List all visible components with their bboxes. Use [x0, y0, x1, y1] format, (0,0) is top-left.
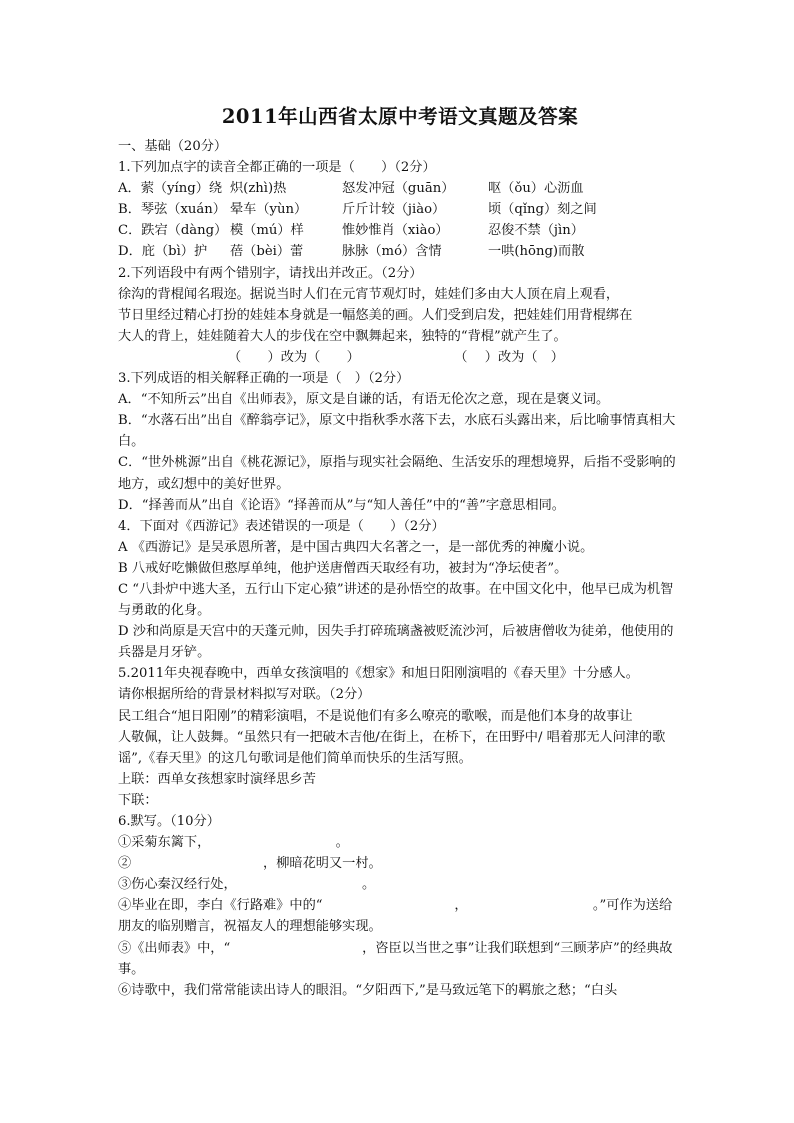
question-5-material: 人敬佩，让人鼓舞。“虽然只有一把破木吉他/在街上，在桥下，在田野中/ 唱着那无人问津的歌谣”,《春天里》的这几句歌词是他们简单而快乐的生活写照。	[118, 729, 666, 766]
question-1-option-d	[118, 241, 682, 262]
question-4-stem: 4．下面对《西游记》表述错误的一项是（ ）（2分）	[118, 518, 445, 534]
question-1-option-b	[118, 199, 682, 220]
answer-blank-2[interactable]: （ ）改为（ ）	[454, 349, 564, 365]
couplet-upper: 上联：西单女孩想家时演绎思乡苦	[118, 771, 316, 787]
option-cell: D．庇（bì）护	[118, 244, 208, 260]
page-title: 2011年山西省太原中考语文真题及答案	[221, 105, 579, 128]
dictation-item-6: ⑥诗歌中，我们常常能读出诗人的眼泪。“夕阳西下,”是马致远笔下的羁旅之愁；“白头	[118, 982, 618, 998]
option-cell: B．琴弦（xuán）	[118, 202, 226, 218]
question-1-option-c	[118, 220, 682, 241]
option-cell: 蓓（bèi）蕾	[230, 244, 304, 260]
question-1-option-a	[118, 178, 682, 199]
option-cell: 一哄(hōng)而散	[488, 244, 585, 260]
option-cell: 呕（ǒu）心沥血	[488, 181, 584, 197]
option-cell: 惟妙惟肖（xiào）	[342, 223, 449, 239]
option-cell: 模（mú）样	[230, 223, 304, 239]
question-2-answer-blanks	[118, 347, 682, 368]
option-cell: 晕车（yùn）	[230, 202, 308, 218]
dictation-item-5[interactable]: ⑤《出师表》中，“ ，咨臣以当世之事”让我们联想到“三顾茅庐”的经典故事。	[118, 940, 673, 977]
question-5-material: 民工组合“旭日阳刚”的精彩演唱，不是说他们有多么嘹亮的歌喉，而是他们本身的故事让	[118, 708, 633, 724]
question-6-stem: 6.默写。（10分）	[118, 814, 220, 829]
question-3-option-b: B．“水落石出”出自《醉翁亭记》，原文中指秋季水落下去，水底石头露出来，后比喻事情真相大白。	[118, 413, 676, 450]
dictation-item-2[interactable]: ② ，柳暗花明又一村。	[118, 856, 382, 872]
question-4-option-a: A 《西游记》是吴承恩所著，是中国古典四大名著之一，是一部优秀的神魔小说。	[118, 539, 594, 555]
option-cell: 炽(zhì)热	[230, 181, 287, 197]
question-3-stem: 3.下列成语的相关解释正确的一项是（ ）（2分）	[118, 371, 410, 387]
question-3-option-d: D．“择善而从”出自《论语》“择善而从”与“知人善任”中的“善”字意思相同。	[118, 497, 565, 513]
option-cell: 脉脉（mó）含情	[342, 244, 442, 260]
question-4-option-b: B 八戒好吃懒做但憨厚单纯，他护送唐僧西天取经有功，被封为“净坛使者”。	[118, 560, 568, 576]
question-2-passage-line: 大人的背上，娃娃随着大人的步伐在空中飘舞起来，独特的“背棍”就产生了。	[118, 328, 567, 344]
question-2-passage-line: 徐沟的背棍闻名瑕迩。据说当时人们在元宵节观灯时，娃娃们多由大人顶在肩上观看，	[118, 286, 620, 302]
question-5-stem: 5.2011年央视春晚中，西单女孩演唱的《想家》和旭日阳刚演唱的《春天里》十分感人。	[118, 666, 639, 682]
question-4-option-c: C “八卦炉中逃大圣，五行山下定心猿”讲述的是孙悟空的故事。在中国文化中，他早已成为机智与勇敢的化身。	[118, 581, 674, 619]
option-cell: 斤斤计较（jiào）	[342, 202, 446, 218]
option-cell: C．跌宕（dàng）	[118, 223, 228, 239]
dictation-item-3[interactable]: ③伤心秦汉经行处， 。	[118, 877, 376, 893]
option-cell: 忍俊不禁（jìn）	[488, 223, 584, 239]
question-3-option-c: C．“世外桃源”出自《桃花源记》，原指与现实社会隔绝、生活安乐的理想境界，后指不受影响的地方，或幻想中的美好世界。	[118, 455, 676, 492]
question-4-option-d: D 沙和尚原是天宫中的天蓬元帅，因失手打碎琉璃盏被贬流沙河，后被唐僧收为徒弟，他使用的兵器是月牙铲。	[118, 624, 674, 661]
option-cell: 怒发冲冠（guān）	[342, 181, 455, 197]
section-heading: 一、基础（20分）	[118, 139, 228, 154]
question-3-option-a: A．“不知所云”出自《出师表》，原文是自谦的话，有语无伦次之意，现在是褒义词。	[118, 392, 610, 408]
option-cell: 顷（qǐng）刻之间	[488, 202, 597, 218]
question-5-stem-instruction: 请你根据所给的背景材料拟写对联。（2分）	[118, 687, 371, 703]
question-2-stem: 2.下列语段中有两个错别字，请找出并改正。（2分）	[118, 265, 423, 281]
dictation-item-4[interactable]: ④毕业在即，李白《行路难》中的“ ， 。”可作为送给朋友的临别赠言，祝福友人的理想能够实现。	[118, 898, 673, 935]
dictation-item-1[interactable]: ①采菊东篱下， 。	[118, 835, 349, 851]
question-2-passage-line: 节日里经过精心打扮的娃娃本身就是一幅悠美的画。人们受到启发，把娃娃们用背棍绑在	[118, 307, 633, 323]
answer-blank-1[interactable]: （ ）改为（ ）	[228, 349, 360, 365]
option-cell: A．萦（yíng）绕	[118, 181, 223, 197]
couplet-lower[interactable]: 下联：	[118, 792, 158, 808]
question-1-stem: 1.下列加点字的读音全都正确的一项是（ ）（2分）	[118, 160, 436, 176]
